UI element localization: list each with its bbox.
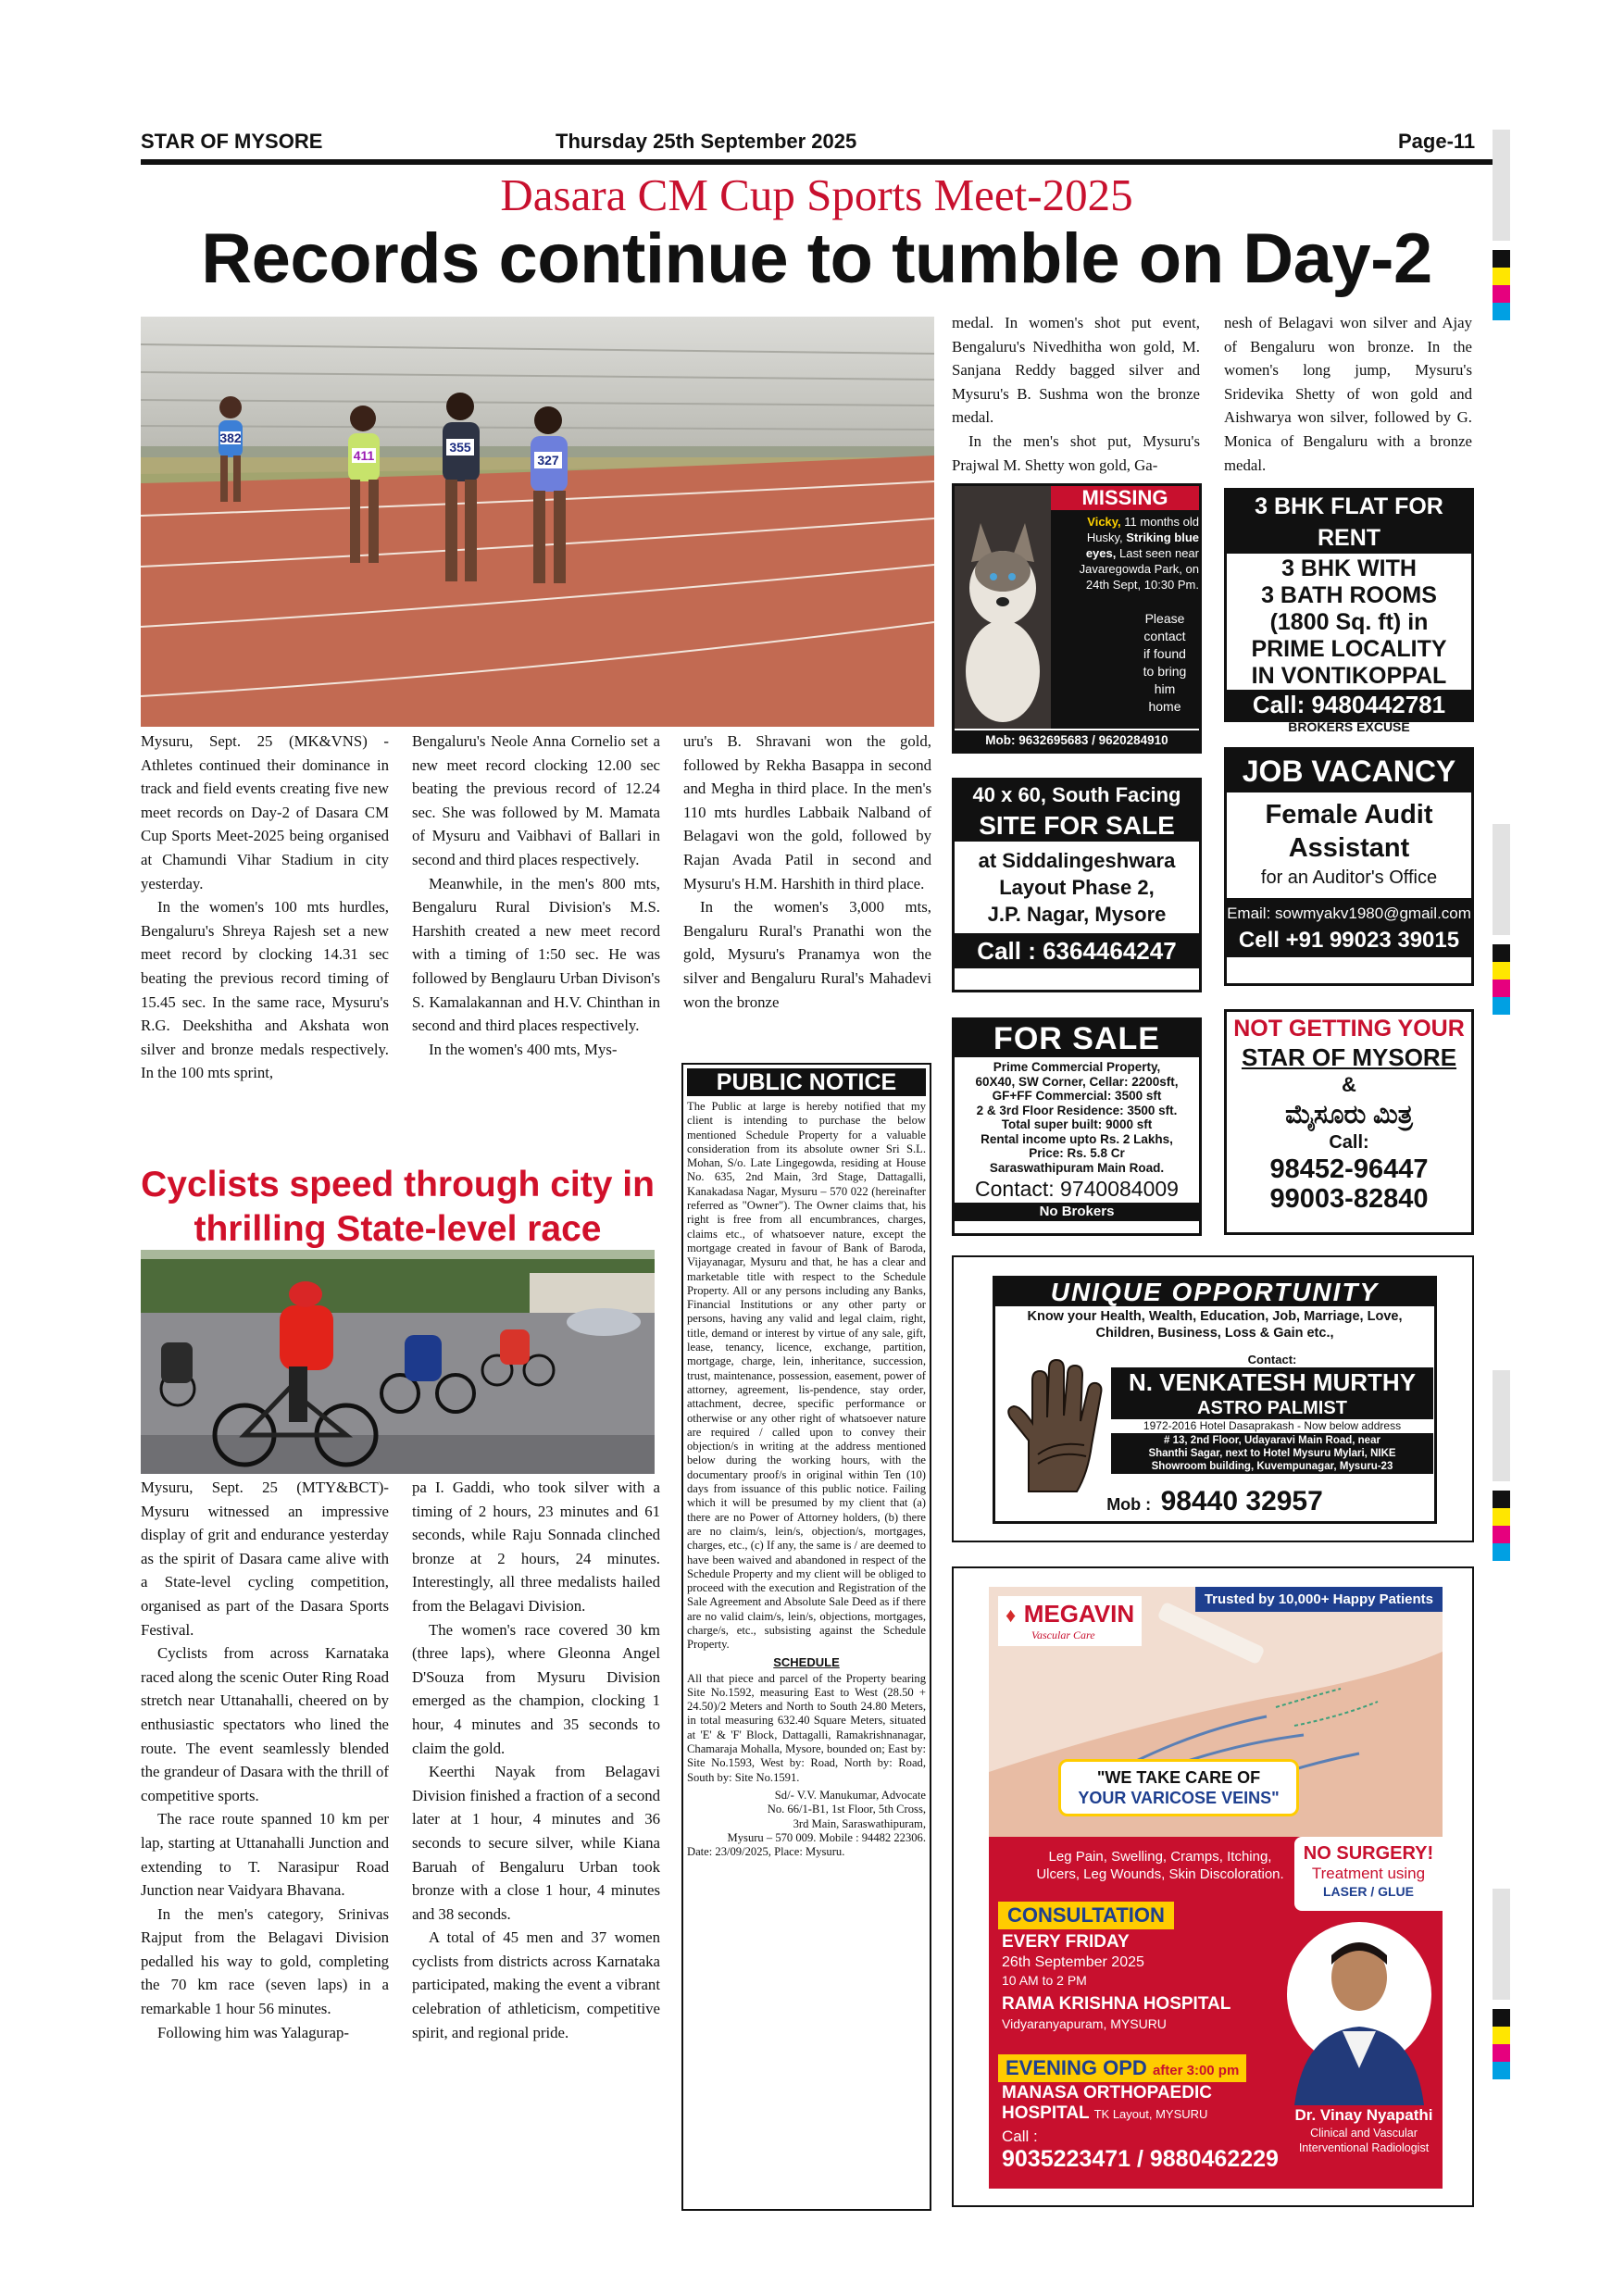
megavin-hosp-2a: MANASA ORTHOPAEDIC bbox=[1002, 2083, 1212, 2103]
paragraph: The race route spanned 10 km per lap, starting at Uttanahalli Junction and extending to T. Narasipur Road Junction near Vaidyara Bhavana. bbox=[141, 1810, 389, 1900]
forsale-line: Total super built: 9000 sft bbox=[1001, 1117, 1153, 1131]
property-sale-ad bbox=[952, 1017, 1202, 1236]
megavin-evening: EVENING OPD bbox=[1006, 2056, 1147, 2079]
public-notice-ad bbox=[681, 1063, 931, 2211]
forsale-line: 60X40, SW Corner, Cellar: 2200sft, bbox=[975, 1074, 1179, 1089]
please-line: if found bbox=[1143, 646, 1186, 661]
missing-title: MISSING bbox=[1051, 486, 1199, 510]
header-rule bbox=[141, 159, 1493, 165]
astro-know: Know your Health, Wealth, Education, Job, Marriage, Love, Children, Business, Loss & Gain etc., bbox=[1027, 1309, 1403, 1341]
paragraph: Keerthi Nayak from Belagavi Division finished a fraction of a second later at 1 hour, 4 minutes and 36 seconds to secure silver, while Kiana Baruah of Bengaluru Urban took bronze with a close 1 hour, 4 minutes and 38 seconds. bbox=[412, 1763, 660, 1923]
paragraph: In the women's 100 mts hurdles, Bengaluru's Shreya Rajesh set a new meet record by clocking 14.31 sec beating the previous record timing of 15.45 sec. In the same race, Mysuru's R.G. Deekshitha and Akshata won silver and bronze medals respectively. In the 100 mts sprint, bbox=[141, 898, 389, 1082]
missing-dog-ad bbox=[952, 483, 1202, 754]
missing-mobile: Mob: 9632695683 / 9620284910 bbox=[955, 729, 1199, 751]
story2-column-2 bbox=[412, 1476, 660, 2189]
forsale-line: Saraswathipuram Main Road. bbox=[989, 1160, 1165, 1175]
paragraph: medal. In women's shot put event, Bengaluru's Nivedhitha won gold, M. Sanjana Reddy bagged silver and Mysuru's B. Sushma won the bronze medal. bbox=[952, 314, 1200, 427]
forsale-line: Rental income upto Rs. 2 Lakhs, bbox=[981, 1131, 1173, 1146]
paper-num-2: 99003-82840 bbox=[1269, 1184, 1429, 1214]
paper-num-1: 98452-96447 bbox=[1269, 1154, 1429, 1184]
megavin-care-2: YOUR VARICOSE VEINS" bbox=[1078, 1789, 1280, 1807]
megavin-every: EVERY FRIDAY bbox=[1002, 1932, 1130, 1952]
paragraph: The women's race covered 30 km (three laps), where Gleonna Angel D'Souza from Mysuru Division emerged as the champion, clocking 1 hour, 4 minutes and 35 seconds to claim the gold. bbox=[412, 1620, 660, 1757]
paper-name: STAR OF MYSORE bbox=[141, 130, 323, 153]
astro-contact-label: Contact: bbox=[1247, 1353, 1297, 1366]
dog-name: Vicky, bbox=[1087, 515, 1121, 529]
print-margin bbox=[1493, 130, 1510, 2222]
site-line: at Siddalingeshwara bbox=[978, 849, 1176, 872]
paragraph: Bengaluru's Neole Anna Cornelio set a new meet record clocking 12.00 sec beating the previous record of 12.24 sec. She was followed by M. Mamata of Mysuru and Vaibhavi of Ballari in second and third places respectively. bbox=[412, 732, 660, 868]
please-line: contact bbox=[1143, 629, 1186, 643]
paragraph: In the men's category, Srinivas Rajput from the Belagavi Division pedalled his way to gold, completing the 70 km race (seven laps) in a remarkable 1 hour 56 minutes. bbox=[141, 1904, 389, 2018]
megavin-nosurgery: NO SURGERY! bbox=[1303, 1843, 1434, 1864]
story1-column-3 bbox=[683, 730, 931, 1054]
please-line: home bbox=[1148, 699, 1181, 714]
forsale-line: GF+FF Commercial: 3500 sft bbox=[992, 1089, 1162, 1103]
flat-call: Call: 9480442781 bbox=[1227, 690, 1471, 719]
megavin-treat-2: LASER / GLUE bbox=[1322, 1884, 1414, 1899]
please-line: Please bbox=[1144, 611, 1185, 626]
cyclists-photo bbox=[141, 1250, 655, 1474]
bib-411: 411 bbox=[353, 448, 375, 463]
story1-column-4 bbox=[952, 311, 1200, 473]
megavin-date: 26th September 2025 bbox=[1002, 1954, 1144, 1970]
astro-role: ASTRO PALMIST bbox=[1111, 1397, 1433, 1419]
site-line: J.P. Nagar, Mysore bbox=[987, 903, 1167, 926]
site-call: Call : 6364464247 bbox=[955, 933, 1199, 968]
site-sale-ad bbox=[952, 778, 1202, 992]
flat-title: 3 BHK FLAT FOR RENT bbox=[1227, 491, 1471, 554]
please-line: him bbox=[1154, 681, 1176, 696]
subscription-ad bbox=[1224, 1009, 1474, 1235]
paper-call: Call: bbox=[1329, 1132, 1369, 1153]
megavin-brand-sub: Vascular Care bbox=[1031, 1628, 1095, 1641]
megavin-trusted: Trusted by 10,000+ Happy Patients bbox=[1195, 1587, 1443, 1612]
dog-date: on 24th Sept, 10:30 Pm. bbox=[1085, 562, 1199, 592]
paragraph: Meanwhile, in the men's 800 mts, Bengaluru Rural Division's M.S. Harshith created a new meet record with a timing of 1:50 sec. He was followed by Benglauru Urban Divison's S. Kamalakannan and H.V. Chinthan in second and third places respectively. bbox=[412, 874, 660, 1035]
megavin-logo bbox=[998, 1596, 1142, 1646]
please-line: to bring bbox=[1143, 664, 1187, 679]
paragraph: In the women's 3,000 mts, Bengaluru Rural's Pranathi won the gold, Mysuru's Pranamya won the silver and Bengaluru Rural's Mahadevi won the bronze bbox=[683, 898, 931, 1011]
bib-327: 327 bbox=[537, 453, 559, 468]
astro-addr-3: Shanthi Sagar, next to Hotel Mysuru Mylari, NIKE bbox=[1148, 1448, 1396, 1459]
story2-column-1 bbox=[141, 1476, 389, 2189]
paper-kannada: ಮೈಸೂರು ಮಿತ್ರ bbox=[1285, 1100, 1413, 1129]
cycling-headline: Cyclists speed through city in thrilling State-level race bbox=[141, 1165, 655, 1249]
paragraph: nesh of Belagavi won silver and Ajay of Bengaluru won bronze. In the women's long jump, Mysuru's Sridevika Shetty of won gold and Aishwarya won silver, followed by G. Monica of Bengaluru with a bronze medal. bbox=[1224, 314, 1472, 474]
megavin-hosp-2b: HOSPITAL bbox=[1002, 2103, 1090, 2123]
job-title: JOB VACANCY bbox=[1227, 750, 1471, 792]
bib-355: 355 bbox=[449, 440, 471, 455]
megavin-hosp-1: RAMA KRISHNA HOSPITAL bbox=[1002, 1994, 1231, 2014]
athletes-photo bbox=[141, 317, 934, 727]
flat-line: 3 BHK WITH bbox=[1281, 555, 1417, 581]
megavin-doctor: Dr. Vinay Nyapathi bbox=[1294, 2106, 1433, 2124]
megavin-hosp-2-addr: TK Layout, MYSURU bbox=[1093, 2107, 1208, 2121]
paragraph: pa I. Gaddi, who took silver with a timing of 2 hours, 23 minutes and 61 seconds, while Raju Sonnada clinched bronze at 2 hours, 24 minutes. Interestingly, all three medalists hailed from the Belagavi Division. bbox=[412, 1479, 660, 1615]
astro-name: N. VENKATESH MURTHY bbox=[1111, 1367, 1433, 1397]
megavin-time: 10 AM to 2 PM bbox=[1002, 1973, 1087, 1988]
job-vacancy-ad bbox=[1224, 747, 1474, 986]
public-notice-title: PUBLIC NOTICE bbox=[687, 1068, 926, 1096]
site-line: Layout Phase 2, bbox=[999, 876, 1155, 899]
megavin-doc-role-1: Clinical and Vascular bbox=[1310, 2127, 1418, 2140]
bib-382: 382 bbox=[219, 430, 242, 445]
main-headline: Records continue to tumble on Day-2 bbox=[201, 219, 1432, 298]
flat-rent-ad bbox=[1224, 488, 1474, 734]
dog-eyes: Striking blue eyes, bbox=[1085, 530, 1199, 560]
schedule-body: All that piece and parcel of the Property bearing Site No.1592, measuring East to West (28.50 + 24.50)/2 Meters and North to South 24.80 Meters, in total measuring 632.40 Square Meters, situated at 'E' & 'F' Block, Dattagalli, Ramakrishnanagar, Chamaraja Mohalla, Mysore, bounded on; East by: Site No.1593, West by: Road, North by: Road, South by: Site No.1591. bbox=[687, 1671, 926, 1784]
paragraph: Mysuru, Sept. 25 (MK&VNS) - Athletes continued their dominance in track and field events creating five new meet records on Day-2 of Dasara CM Cup Sports Meet-2025 being organised at Chamundi Vihar Stadium in city yesterday. bbox=[141, 732, 389, 892]
job-role-2: Assistant bbox=[1288, 833, 1410, 863]
megavin-phones: 9035223471 / 9880462229 bbox=[1002, 2146, 1279, 2172]
megavin-evening-time: after 3:00 pm bbox=[1152, 2063, 1240, 2078]
job-email: Email: sowmyakv1980@gmail.com bbox=[1227, 905, 1471, 922]
forsale-foot: No Brokers bbox=[955, 1203, 1199, 1221]
megavin-hosp-1-addr: Vidyaranyapuram, MYSURU bbox=[1002, 2016, 1167, 2031]
story1-column-2 bbox=[412, 730, 660, 1146]
public-notice-body: The Public at large is hereby notified that my client is intending to purchase the below mentioned Schedule Property for a valuable consideration from its absolute owner Sri S.L. Mohan, S/o. Late Lingegowda, residing at House No. 635, 2nd Main, 3rd Stage, Dattagalli, Kanakadasa Nagar, Mysuru – 570 022 (hereinafter referred as "Owner"). The Owner claims that, his right is free from all encumbrances, charges, claims etc., of whatsoever nature, except the mortgage created in favour of Bank of Baroda, Vijayanagar, Mysuru and that, he has a clear and marketable title with respect to the Schedule Property. All or any persons including any Banks, Financial Institutions or any other party or persons, having any valid and legal claim, right, title, demand or interest by virtue of any sale, gift, lease, tenancy, licence, exchange, partition, mortgage, charge, lein, inheritance, succession, trust, maintenance, possession, easement, power of attorney, agreement, lis-pendence, stay order, attachment, decree, specific performance or otherwise or any other right of whatsoever nature are required / called upon to convey their objection/s in writing at the address mentioned below during the working hours, with the documentary proof/s in original within Ten (10) days from issuance of this public notice. Failing which it will be presumed by my client that (a) there are no Power of Attorney holders, (b) there are no claim/s, lein/s, objection/s, mortgages, charges, etc., (c) If any, the same is / are deemed to have been waived and abandoned in respect of the Schedule Property and my client will be obliged to proceed with the execution and Registration of the Sale Agreement and Absolute Sale Deed as if there are no valid claim/s, lein/s, objections, mortgages, charge/s, etc., subsisting against the Schedule Property. bbox=[687, 1100, 926, 1652]
job-sub: for an Auditor's Office bbox=[1260, 867, 1438, 888]
page-number: Page-11 bbox=[1398, 130, 1476, 153]
megavin-consult: CONSULTATION bbox=[998, 1902, 1174, 1929]
paper-amp: & bbox=[1342, 1073, 1356, 1096]
paragraph: uru's B. Shravani won the gold, followed by Rekha Basappa in second and Megha in third place. In the men's 110 mts hurdles Labbaik Nalband of Belagavi won the gold, followed by Rajan Avada Patil in second and Mysuru's H.M. Harshith in third place. bbox=[683, 732, 931, 892]
megavin-icon: ♦ bbox=[1006, 1603, 1017, 1627]
astro-title: UNIQUE OPPORTUNITY bbox=[995, 1279, 1434, 1306]
story1-column-1 bbox=[141, 730, 389, 1146]
astro-mob-label: Mob : bbox=[1106, 1495, 1152, 1514]
issue-date: Thursday 25th September 2025 bbox=[556, 130, 857, 153]
job-role-1: Female Audit bbox=[1265, 800, 1433, 830]
megavin-symptoms: Leg Pain, Swelling, Cramps, Itching, Ulcers, Leg Wounds, Skin Discoloration. bbox=[1036, 1849, 1284, 1882]
section-kicker: Dasara CM Cup Sports Meet-2025 bbox=[500, 169, 1133, 220]
schedule-title: SCHEDULE bbox=[773, 1654, 840, 1669]
paragraph: Mysuru, Sept. 25 (MTY&BCT)- Mysuru witnessed an impressive display of grit and endurance yesterday as the spirit of Dasara came alive with a State-level cycling competition, organised as part of the Dasara Sports Festival. bbox=[141, 1479, 389, 1639]
flat-line: IN VONTIKOPPAL bbox=[1251, 663, 1447, 689]
forsale-title: FOR SALE bbox=[955, 1020, 1199, 1057]
megavin-call-label: Call : bbox=[1002, 2128, 1038, 2145]
flat-line: 3 BATH ROOMS bbox=[1261, 582, 1437, 608]
signature-line: Mysuru – 570 009. Mobile : 94482 22306. bbox=[727, 1830, 926, 1844]
paragraph: In the men's shot put, Mysuru's Prajwal M. Shetty won gold, Ga- bbox=[952, 431, 1200, 474]
forsale-contact: Contact: 9740084009 bbox=[975, 1177, 1179, 1201]
dog-last-seen: Last seen near Javaregowda Park, bbox=[1079, 546, 1199, 576]
paper-line-1: NOT GETTING YOUR bbox=[1233, 1016, 1465, 1042]
megavin-treat-1: Treatment using bbox=[1311, 1865, 1426, 1882]
signature-line: No. 66/1-B1, 1st Floor, 5th Cross, bbox=[767, 1803, 926, 1816]
doctor-photo bbox=[1285, 1920, 1433, 2105]
forsale-line: Price: Rs. 5.8 Cr bbox=[1029, 1146, 1125, 1160]
megavin-brand: MEGAVIN bbox=[1023, 1600, 1135, 1628]
astro-addr-1: 1972-2016 Hotel Dasaprakash - Now below address bbox=[1143, 1419, 1402, 1432]
astro-palmist-ad bbox=[952, 1255, 1474, 1542]
megavin-doc-role-2: Interventional Radiologist bbox=[1298, 2141, 1430, 2154]
megavin-ad bbox=[952, 1566, 1474, 2207]
job-cell: Cell +91 99023 39015 bbox=[1238, 928, 1460, 953]
dog-age: 11 months old Husky, bbox=[1086, 515, 1199, 544]
flat-foot: BROKERS EXCUSE bbox=[1288, 719, 1410, 734]
paragraph: Following him was Yalagurap- bbox=[157, 2023, 349, 2041]
astro-addr-4: Showroom building, Kuvempunagar, Mysuru-23 bbox=[1151, 1461, 1393, 1472]
hand-icon bbox=[1001, 1353, 1110, 1491]
paragraph: Cyclists from across Karnataka raced along the scenic Outer Ring Road stretch near Uttanahalli, cheered on by enthusiastic spectators who lined the route. The event seamlessly blended the grandeur of Dasara with the thrill of competitive sports. bbox=[141, 1644, 389, 1804]
megavin-care-1: "WE TAKE CARE OF bbox=[1096, 1768, 1261, 1787]
signature-line: Sd/- V.V. Manukumar, Advocate bbox=[774, 1788, 926, 1802]
paragraph: A total of 45 men and 37 women cyclists from districts across Karnataka participated, making the event a vibrant celebration of athleticism, competitive spirit, and regional pride. bbox=[412, 1928, 660, 2041]
site-title-2: SITE FOR SALE bbox=[955, 810, 1199, 842]
flat-line: (1800 Sq. ft) in bbox=[1269, 609, 1429, 635]
forsale-line: Prime Commercial Property, bbox=[993, 1060, 1161, 1074]
notice-date: Date: 23/09/2025, Place: Mysuru. bbox=[687, 1845, 845, 1859]
story1-column-5 bbox=[1224, 311, 1472, 473]
astro-mob: 98440 32957 bbox=[1160, 1486, 1323, 1516]
paragraph: In the women's 400 mts, Mys- bbox=[429, 1040, 618, 1058]
flat-line: PRIME LOCALITY bbox=[1251, 636, 1447, 662]
forsale-line: 2 & 3rd Floor Residence: 3500 sft. bbox=[976, 1103, 1178, 1117]
husky-photo bbox=[955, 486, 1051, 729]
site-title-1: 40 x 60, South Facing bbox=[955, 780, 1199, 810]
astro-addr-2: # 13, 2nd Floor, Udayaravi Main Road, near bbox=[1164, 1435, 1380, 1446]
signature-line: 3rd Main, Saraswathipuram, bbox=[793, 1816, 926, 1830]
paper-line-2: STAR OF MYSORE bbox=[1241, 1043, 1457, 1071]
